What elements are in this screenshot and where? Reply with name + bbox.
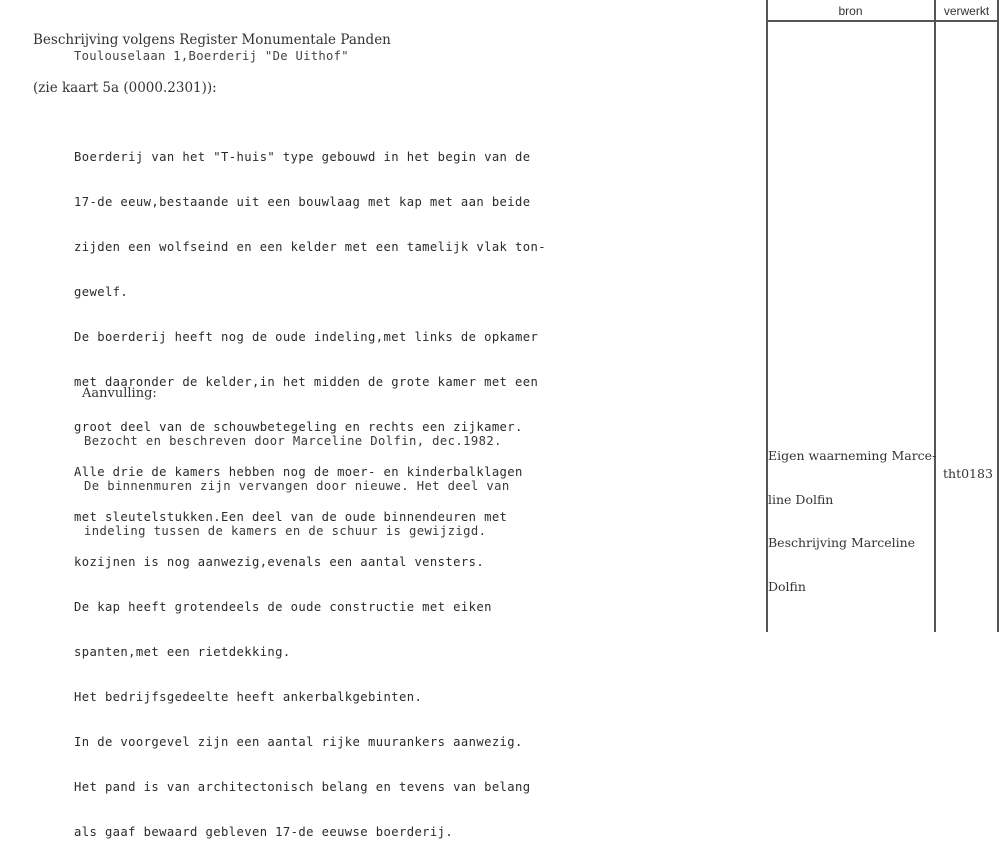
source-line: Dolfin bbox=[768, 578, 806, 594]
description-line: Boerderij van het "T-huis" type gebouwd in het begin van de bbox=[74, 150, 531, 164]
description-line: met sleutelstukken.Een deel van de oude binnendeuren met bbox=[74, 510, 508, 524]
description-line: De boerderij heeft nog de oude indeling,met links de opkamer bbox=[74, 330, 539, 344]
addition-heading: Aanvulling: bbox=[82, 386, 157, 401]
description-line: als gaaf bewaard gebleven 17-de eeuwse boerderij. bbox=[74, 825, 454, 839]
addition-line: De binnenmuren zijn vervangen door nieuwe. Het deel van bbox=[84, 479, 510, 493]
address-title: Toulouselaan 1,Boerderij "De Uithof" bbox=[74, 49, 349, 63]
description-line: gewelf. bbox=[74, 285, 129, 299]
source-column-header: bron bbox=[838, 4, 863, 18]
description-line: zijden een wolfseind en een kelder met een tamelijk vlak ton- bbox=[74, 240, 546, 254]
source-line: Beschrijving Marceline bbox=[768, 535, 916, 550]
description-line: In de voorgevel zijn een aantal rijke muurankers aanwezig. bbox=[74, 735, 523, 749]
description-line: met daaronder de kelder,in het midden de grote kamer met een bbox=[74, 375, 539, 389]
column-divider-right bbox=[997, 0, 999, 632]
description-line: De kap heeft grotendeels de oude constructie met eiken bbox=[74, 600, 492, 614]
description-line: groot deel van de schouwbetegeling en rechts een zijkamer. bbox=[74, 420, 523, 434]
description-line: kozijnen is nog aanwezig,evenals een aantal vensters. bbox=[74, 555, 485, 569]
processed-entry: tht0183 bbox=[943, 466, 993, 481]
header-rule bbox=[766, 20, 998, 22]
addition-line: Bezocht en beschreven door Marceline Dolfin, dec.1982. bbox=[84, 434, 502, 448]
description-line: Alle drie de kamers hebben nog de moer- en kinderbalklagen bbox=[74, 465, 523, 479]
addition-line: indeling tussen de kamers en de schuur is gewijzigd. bbox=[84, 524, 487, 538]
header-line-2: (zie kaart 5a (0000.2301)): bbox=[33, 80, 217, 96]
description-line: Het bedrijfsgedeelte heeft ankerbalkgebinten. bbox=[74, 690, 423, 704]
processed-column-header: verwerkt bbox=[943, 4, 990, 18]
description-line: spanten,met een rietdekking. bbox=[74, 645, 291, 659]
source-line: line Dolfin bbox=[768, 491, 834, 507]
source-line: Eigen waarneming Marce- bbox=[768, 448, 937, 463]
description-line: 17-de eeuw,bestaande uit een bouwlaag met kap met aan beide bbox=[74, 195, 531, 209]
addition-block bbox=[84, 404, 510, 554]
description-line: Het pand is van architectonisch belang en tevens van belang bbox=[74, 780, 531, 794]
source-entries bbox=[768, 420, 936, 609]
header-line-1: Beschrijving volgens Register Monumentale Panden bbox=[33, 32, 391, 48]
